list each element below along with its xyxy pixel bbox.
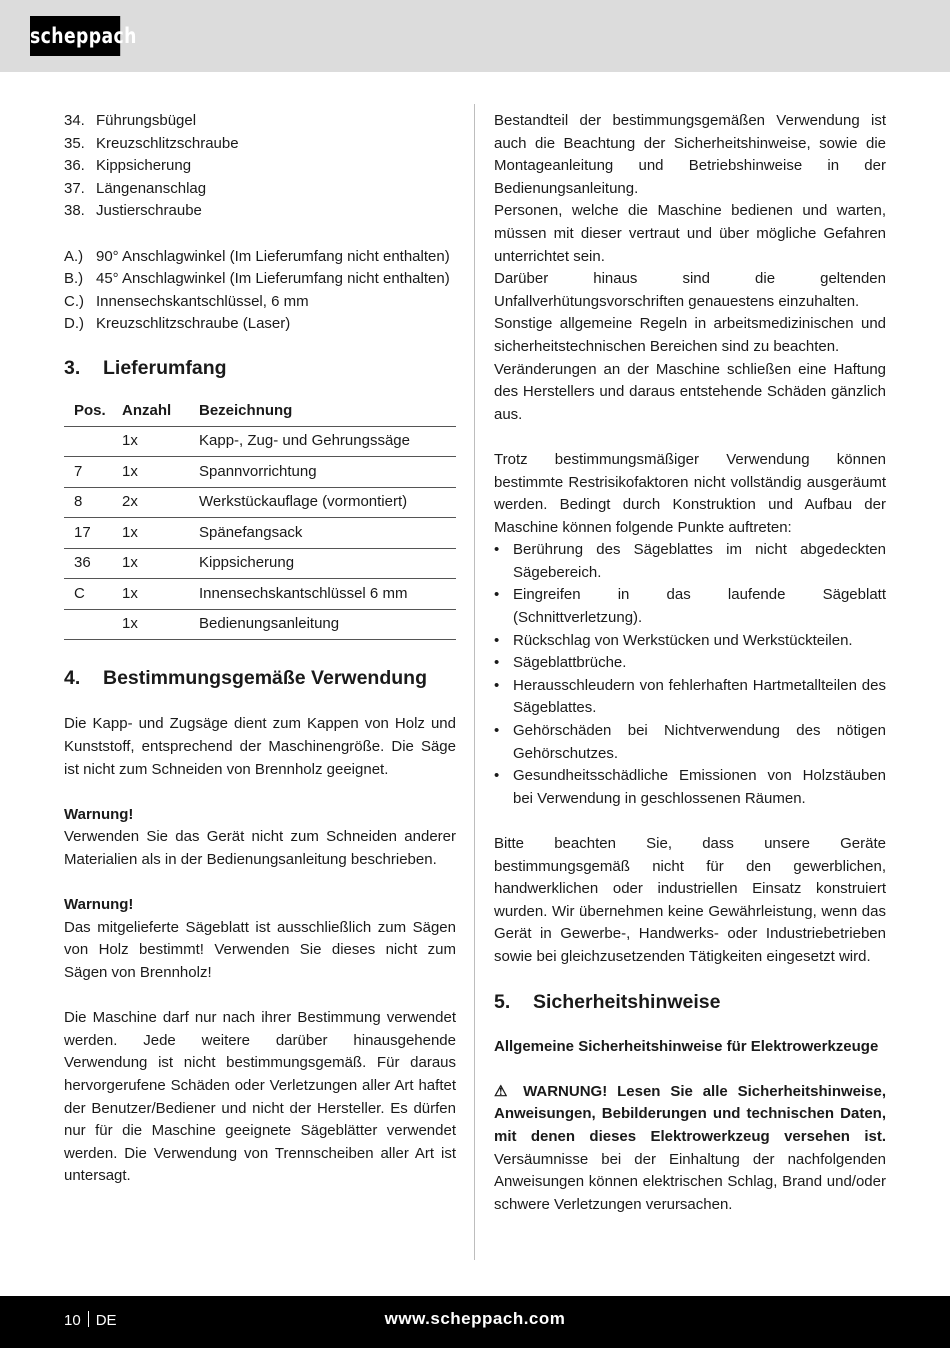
table-row (64, 579, 456, 610)
item-text: Berührung des Sägeblattes im nicht abgedeckten Sägebereich. (513, 541, 886, 581)
item-number: 35. (64, 134, 85, 152)
page-footer (0, 1296, 950, 1348)
list-item (64, 178, 456, 201)
right-column (494, 110, 886, 1216)
bullet: • (494, 654, 500, 672)
left-column (64, 110, 456, 1188)
item-text: Längenanschlag (96, 179, 207, 197)
table-row (64, 609, 456, 640)
body-paragraph: Personen, welche die Maschine bedienen und warten, müssen mit dieser vertraut und über mögliche Gefahren unterrichtet sein. (494, 202, 886, 265)
list-item (494, 652, 886, 675)
body-paragraph: Veränderungen an der Maschine schließen eine Haftung des Herstellers und daraus entstehende Schäden gänzlich aus. (494, 360, 886, 423)
list-item (64, 313, 456, 336)
website-url: www.scheppach.com (384, 1309, 566, 1328)
cell-pos: C (64, 579, 122, 610)
warning-title: Warnung! (64, 896, 134, 914)
warning-title: Warnung! (64, 805, 134, 823)
body-paragraph: Bitte beachten Sie, dass unsere Geräte bestimmungsgemäß nicht für den gewerblichen, handwerklichen oder industriellen Einsatz konstruiert wurden. Wir übernehmen keine Gewährleistung, wenn das Gerät in Gewerbe-, Handwerks- oder Industriebetrieben sowie bei gleichzusetzenden Tätigkeiten eingesetzt wird. (494, 835, 886, 965)
cell-qty: 1x (122, 426, 199, 457)
body-paragraph: Darüber hinaus sind die geltenden Unfallverhütungsvorschriften genauestens einzuhalten. (494, 270, 886, 310)
body-paragraph: Sonstige allgemeine Regeln in arbeitsmedizinischen und sicherheitstechnischen Bereichen sind zu beachten. (494, 315, 886, 355)
section-heading-3 (64, 355, 456, 381)
cell-pos: 36 (64, 548, 122, 579)
warning-paragraph (494, 1081, 886, 1217)
brand-logo: scheppach (30, 16, 120, 56)
cell-desc: Spänefangsack (199, 518, 456, 549)
item-number: A.) (64, 247, 84, 265)
list-item (64, 268, 456, 291)
cell-qty: 1x (122, 457, 199, 488)
body-paragraph: Bestandteil der bestimmungsgemäßen Verwendung ist auch die Beachtung der Sicherheitshinweise, sowie die Montageanleitung und Betriebshinweise in der Bedienungsanleitung. (494, 112, 886, 197)
section-heading-4 (64, 665, 456, 691)
item-text: Gehörschäden bei Nichtverwendung des nötigen Gehörschutzes. (513, 722, 886, 762)
delivery-table (64, 396, 456, 641)
body-paragraph: Die Kapp- und Zugsäge dient zum Kappen von Holz und Kunststoff, entsprechend der Maschinengröße. Die Säge ist nicht zum Schneiden von Brennholz geeignet. (64, 715, 456, 778)
cell-pos: 8 (64, 487, 122, 518)
item-text: Innensechskantschlüssel, 6 mm (96, 292, 309, 310)
cell-pos: 7 (64, 457, 122, 488)
cell-desc: Kippsicherung (199, 548, 456, 579)
column-header: Pos. (64, 396, 122, 427)
list-item (494, 584, 886, 629)
section-title: Lieferumfang (103, 356, 227, 379)
bullet: • (494, 767, 500, 785)
column-header: Anzahl (122, 396, 199, 427)
bullet: • (494, 676, 500, 694)
warning-bold-text: WARNUNG! Lesen Sie alle Sicherheitshinweise, Anweisungen, Bebilderungen und technischen Daten, mit denen dieses Elektrowerkzeug versehen ist. (494, 1082, 887, 1145)
body-paragraph: Trotz bestimmungsmäßiger Verwendung können bestimmte Restrisikofaktoren nicht vollständig ausgeräumt werden. Bedingt durch Konstruktion und Aufbau der Maschine können folgende Punkte auftreten: (494, 450, 886, 536)
item-number: 36. (64, 157, 85, 175)
column-divider (474, 104, 475, 1260)
item-text: Eingreifen in das laufende Sägeblatt (Schnittverletzung). (513, 586, 886, 627)
list-item (494, 765, 886, 810)
cell-desc: Innensechskantschlüssel 6 mm (199, 579, 456, 610)
cell-qty: 1x (122, 548, 199, 579)
item-text: Rückschlag von Werkstücken und Werkstückteilen. (513, 631, 853, 649)
item-text: Herausschleudern von fehlerhaften Hartmetallteilen des Sägeblattes. (513, 676, 886, 717)
item-text: Kippsicherung (96, 157, 192, 175)
section-title: Sicherheitshinweise (533, 990, 721, 1013)
bullet: • (494, 541, 500, 559)
list-item (64, 155, 456, 178)
section-number: 3. (64, 356, 81, 379)
cell-desc: Werkstückauflage (vormontiert) (199, 487, 456, 518)
column-header: Bezeichnung (199, 396, 456, 427)
page-header (0, 0, 950, 72)
list-item (64, 110, 456, 133)
item-number: 34. (64, 112, 85, 129)
item-number: 38. (64, 202, 85, 220)
cell-desc: Kapp-, Zug- und Gehrungssäge (199, 426, 456, 457)
risk-list (494, 539, 886, 810)
section-number: 4. (64, 667, 81, 690)
accessory-list (64, 246, 456, 336)
list-item (64, 246, 456, 269)
cell-pos (64, 426, 122, 457)
parts-list (64, 110, 456, 223)
list-item (494, 675, 886, 720)
section-number: 5. (494, 990, 511, 1013)
item-text: Justierschraube (96, 202, 202, 220)
item-number: D.) (64, 315, 84, 333)
cell-pos: 17 (64, 518, 122, 549)
language-code: DE (95, 1312, 117, 1329)
table-header-row (64, 396, 456, 427)
item-text: 90° Anschlagwinkel (Im Lieferumfang nicht enthalten) (96, 247, 450, 265)
table-row (64, 457, 456, 488)
item-text: Führungsbügel (96, 112, 197, 129)
item-text: Kreuzschlitzschraube (Laser) (96, 315, 291, 333)
cell-qty: 1x (122, 518, 199, 549)
list-item (494, 720, 886, 765)
list-item (64, 133, 456, 156)
item-number: 37. (64, 179, 85, 197)
list-item (494, 539, 886, 584)
bullet: • (494, 722, 500, 740)
item-text: Gesundheitsschädliche Emissionen von Holzstäuben bei Verwendung in geschlossenen Räumen. (513, 767, 886, 807)
list-item (64, 200, 456, 223)
table-row (64, 487, 456, 518)
item-text: Kreuzschlitzschraube (96, 134, 239, 152)
item-text: 45° Anschlagwinkel (Im Lieferumfang nicht enthalten) (96, 270, 450, 288)
page-number-value: 10 (64, 1312, 81, 1329)
cell-desc: Spannvorrichtung (199, 457, 456, 488)
warning-text: Versäumnisse bei der Einhaltung der nachfolgenden Anweisungen können elektrischen Schlag, Brand und/oder schwere Verletzungen verursachen. (494, 1150, 886, 1213)
item-number: B.) (64, 270, 84, 288)
cell-qty: 1x (122, 579, 199, 610)
body-paragraph: Die Maschine darf nur nach ihrer Bestimmung verwendet werden. Jede weitere darüber hinausgehende Verwendung ist nicht bestimmungsgemäß. Für daraus hervorgerufene Schäden oder Verletzungen aller Art haftet der Benutzer/Bediener und nicht der Hersteller. Es dürfen nur für die Maschine geeignete Sägeblätter verwendet werden. Die Verwendung von Trennscheiben aller Art ist untersagt. (64, 1009, 456, 1185)
table-row (64, 548, 456, 579)
table-row (64, 426, 456, 457)
item-number: C.) (64, 292, 84, 310)
cell-pos (64, 609, 122, 640)
bullet: • (494, 631, 500, 649)
cell-qty: 2x (122, 487, 199, 518)
warning-text: Das mitgelieferte Sägeblatt ist ausschließlich zum Sägen von Holz bestimmt! Verwenden Sie dieses nicht zum Sägen von Brennholz! (64, 918, 456, 981)
table-row (64, 518, 456, 549)
warning-text: Verwenden Sie das Gerät nicht zum Schneiden anderer Materialien als in der Bedienungsanleitung beschrieben. (64, 828, 456, 868)
cell-desc: Bedienungsanleitung (199, 609, 456, 640)
section-heading-5 (494, 989, 886, 1015)
bullet: • (494, 586, 500, 604)
list-item (64, 291, 456, 314)
section-title: Bestimmungsgemäße Verwendung (103, 667, 427, 690)
subheading: Allgemeine Sicherheitshinweise für Elektrowerkzeuge (494, 1037, 879, 1055)
list-item (494, 630, 886, 653)
item-text: Sägeblattbrüche. (513, 654, 627, 672)
warning-triangle-icon: ⚠ (494, 1082, 514, 1100)
cell-qty: 1x (122, 609, 199, 640)
